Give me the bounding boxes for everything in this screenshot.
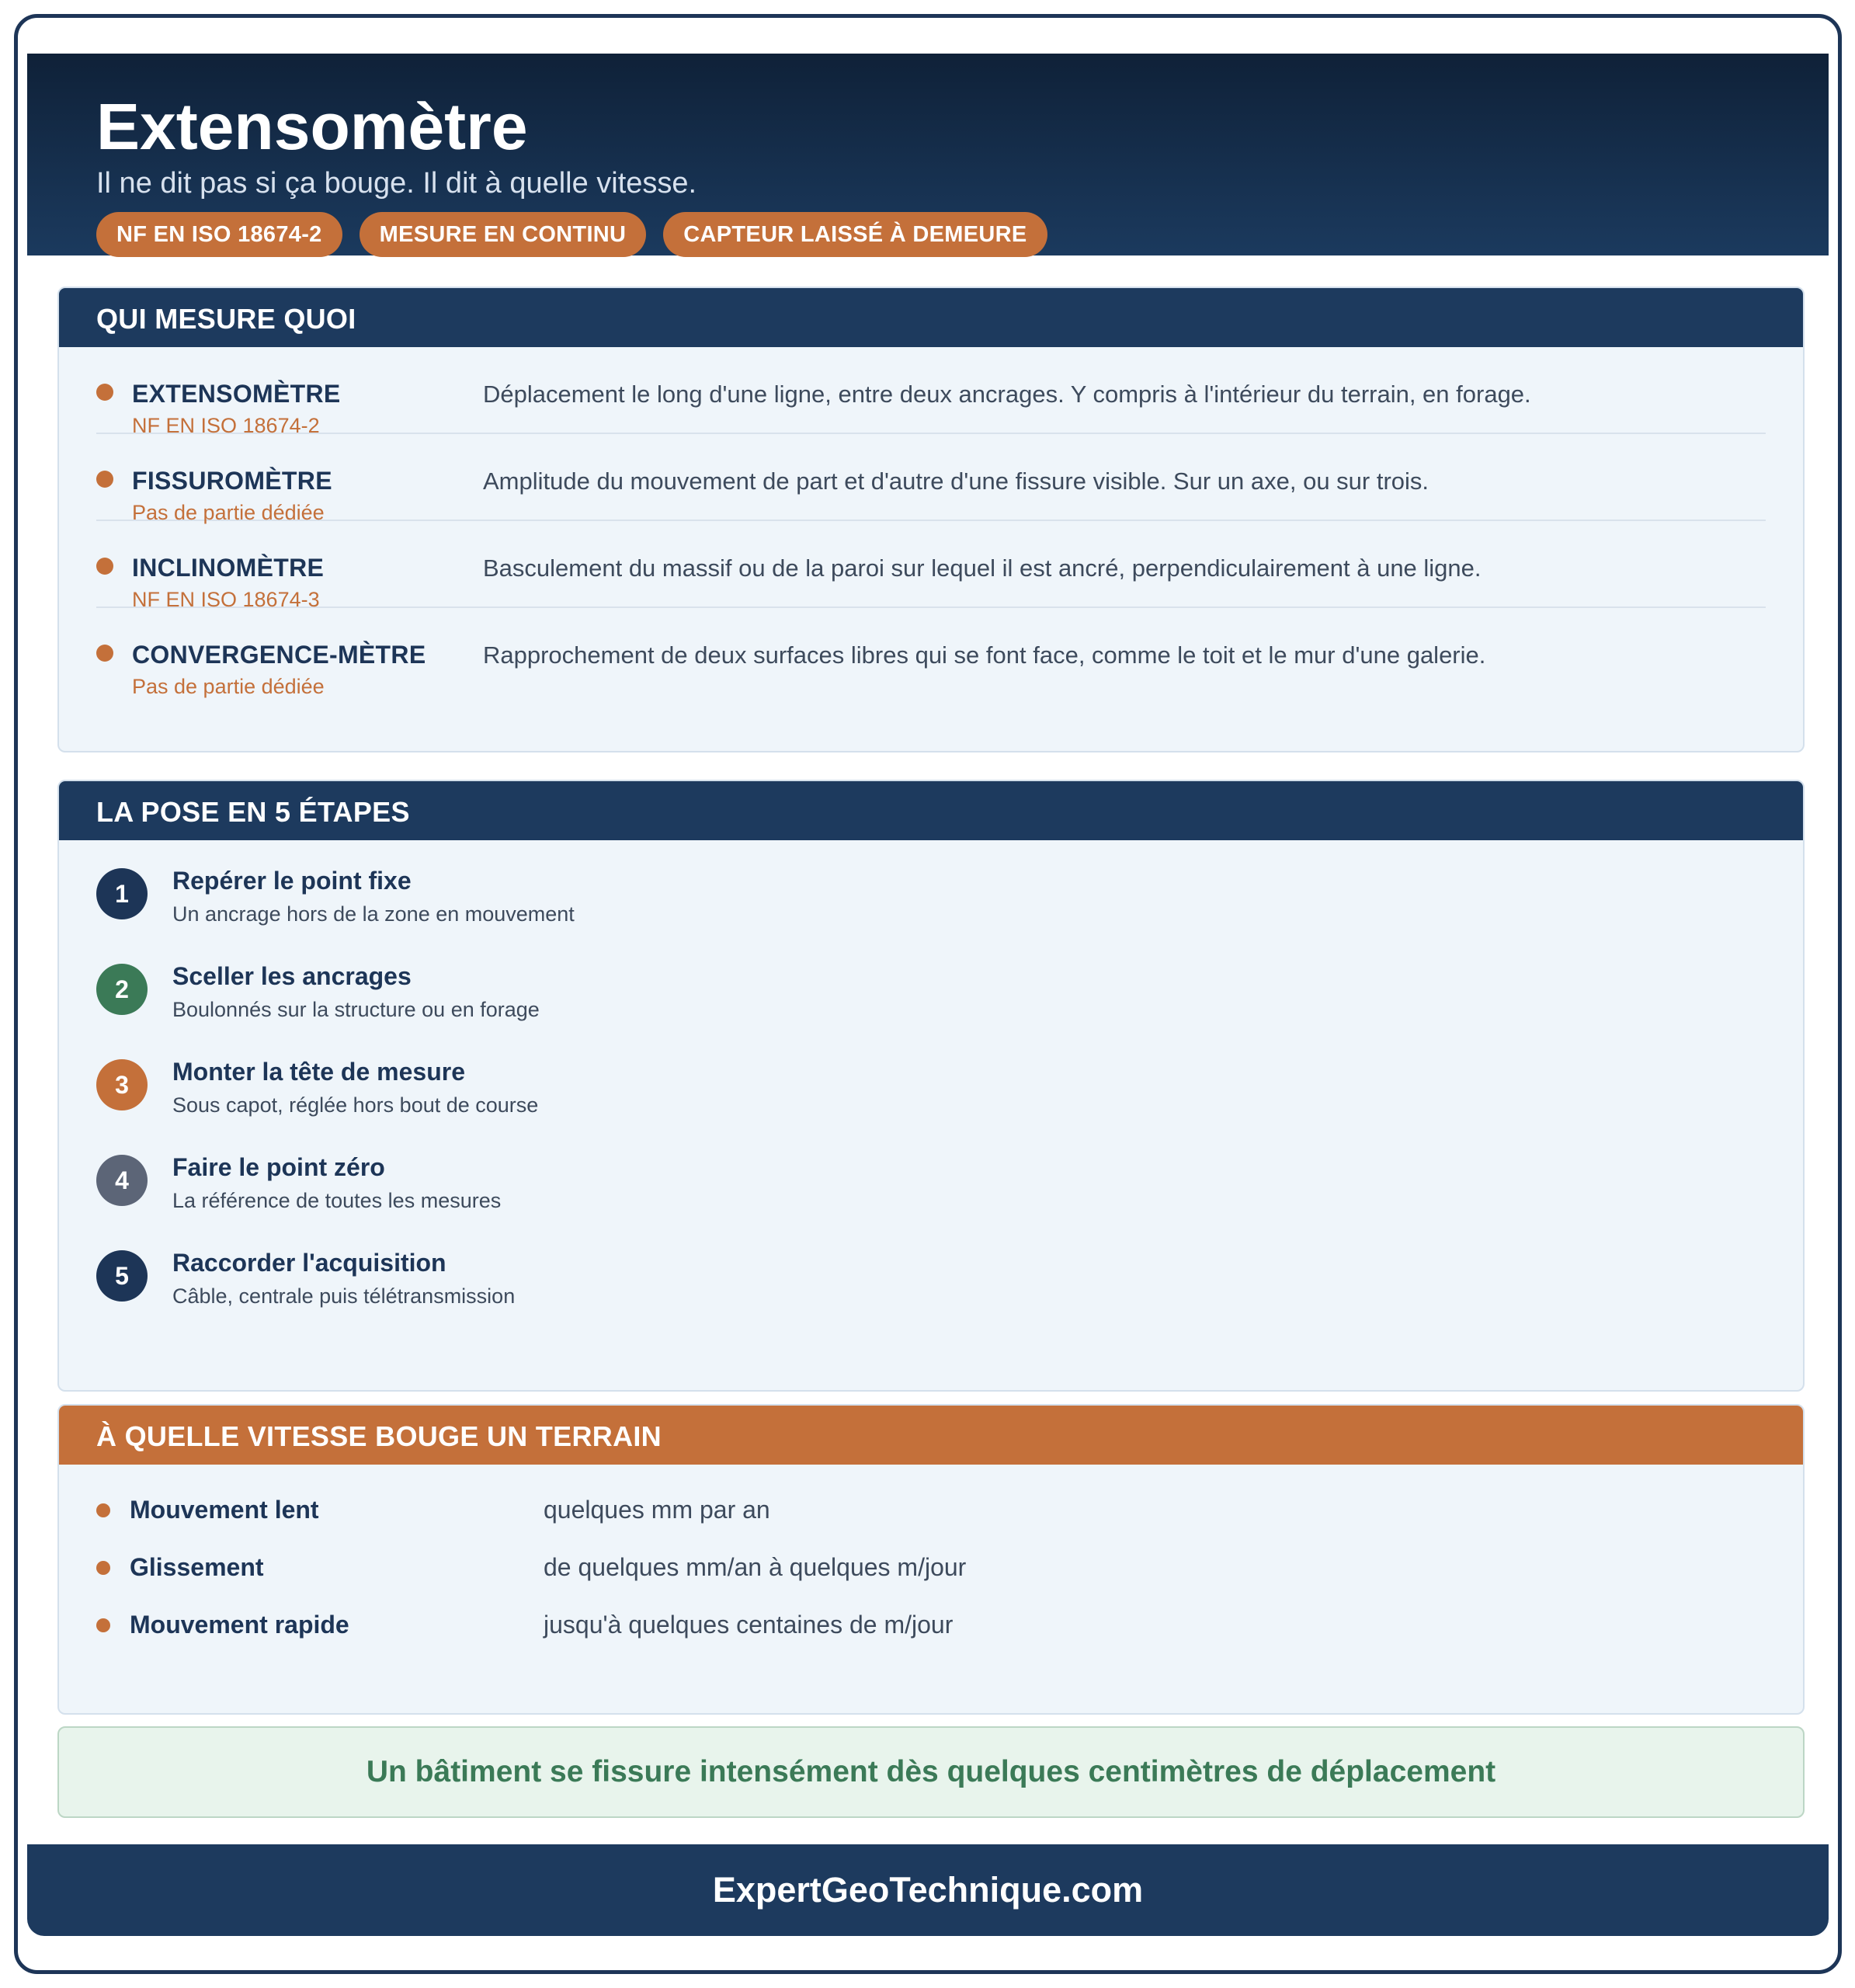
speeds-card (57, 1404, 1805, 1715)
step-item (96, 1250, 1727, 1336)
steps-heading: LA POSE EN 5 ÉTAPES (59, 781, 1803, 840)
measure-norm: NF EN ISO 18674-2 (132, 414, 320, 437)
step-item (96, 964, 1727, 1049)
measure-row (96, 608, 1766, 698)
measure-norm: Pas de partie dédiée (132, 501, 325, 524)
step-title: Sceller les ancrages (172, 962, 412, 990)
step-number-badge: 4 (96, 1155, 148, 1206)
speed-label: Mouvement lent (130, 1496, 319, 1524)
measure-norm: Pas de partie dédiée (132, 675, 325, 698)
speed-row (96, 1493, 1727, 1531)
bullet-dot-icon (96, 1561, 110, 1575)
step-item (96, 868, 1727, 954)
measure-row (96, 521, 1766, 611)
speed-row (96, 1550, 1727, 1589)
page-frame (14, 14, 1842, 1974)
badge-permanent: CAPTEUR LAISSÉ À DEMEURE (663, 212, 1047, 257)
measure-description: Amplitude du mouvement de part et d'autre d'une fissure visible. Sur un axe, ou sur trois. (483, 467, 1429, 495)
step-description: La référence de toutes les mesures (172, 1189, 502, 1212)
measure-description: Basculement du massif ou de la paroi sur lequel il est ancré, perpendiculairement à une ligne. (483, 554, 1482, 582)
speeds-heading: À QUELLE VITESSE BOUGE UN TERRAIN (59, 1406, 1803, 1465)
measure-name: FISSUROMÈTRE (132, 467, 332, 495)
step-number-badge: 5 (96, 1250, 148, 1302)
measure-description: Rapprochement de deux surfaces libres qui se font face, comme le toit et le mur d'une galerie. (483, 641, 1486, 669)
measure-description: Déplacement le long d'une ligne, entre deux ancrages. Y compris à l'intérieur du terrain, en forage. (483, 381, 1531, 408)
speed-label: Mouvement rapide (130, 1611, 349, 1639)
speed-row (96, 1607, 1727, 1646)
bullet-dot-icon (96, 471, 113, 488)
measure-row (96, 347, 1766, 437)
step-title: Raccorder l'acquisition (172, 1249, 446, 1277)
speed-value: jusqu'à quelques centaines de m/jour (544, 1611, 954, 1639)
measures-card (57, 287, 1805, 752)
page-title: Extensomètre (96, 90, 528, 163)
measures-heading: QUI MESURE QUOI (59, 288, 1803, 347)
footer-site-name: ExpertGeoTechnique.com (27, 1844, 1829, 1936)
step-number-badge: 3 (96, 1059, 148, 1110)
step-description: Boulonnés sur la structure ou en forage (172, 998, 540, 1021)
step-title: Repérer le point fixe (172, 867, 412, 895)
speed-label: Glissement (130, 1553, 264, 1581)
bullet-dot-icon (96, 1503, 110, 1517)
badge-norm: NF EN ISO 18674-2 (96, 212, 342, 257)
measures-list (59, 347, 1803, 698)
measure-row (96, 434, 1766, 524)
bullet-dot-icon (96, 1618, 110, 1632)
measure-name: EXTENSOMÈTRE (132, 380, 341, 408)
callout-box: Un bâtiment se fissure intensément dès quelques centimètres de déplacement (57, 1726, 1805, 1818)
step-item (96, 1155, 1727, 1240)
badge-continuous: MESURE EN CONTINU (360, 212, 647, 257)
step-item (96, 1059, 1727, 1145)
measure-name: CONVERGENCE-MÈTRE (132, 641, 426, 669)
page-header (27, 54, 1829, 255)
step-description: Un ancrage hors de la zone en mouvement (172, 902, 575, 926)
step-title: Monter la tête de mesure (172, 1058, 465, 1086)
step-title: Faire le point zéro (172, 1153, 385, 1181)
measure-norm: NF EN ISO 18674-3 (132, 588, 320, 611)
step-description: Sous capot, réglée hors bout de course (172, 1093, 539, 1117)
step-number-badge: 1 (96, 868, 148, 919)
page-subtitle: Il ne dit pas si ça bouge. Il dit à quelle vitesse. (96, 167, 697, 200)
speed-value: quelques mm par an (544, 1496, 770, 1524)
step-number-badge: 2 (96, 964, 148, 1015)
steps-card (57, 780, 1805, 1392)
bullet-dot-icon (96, 645, 113, 662)
bullet-dot-icon (96, 384, 113, 401)
measure-name: INCLINOMÈTRE (132, 554, 325, 582)
step-description: Câble, centrale puis télétransmission (172, 1284, 516, 1308)
bullet-dot-icon (96, 558, 113, 575)
speed-value: de quelques mm/an à quelques m/jour (544, 1553, 967, 1581)
badge-list (96, 212, 1047, 257)
